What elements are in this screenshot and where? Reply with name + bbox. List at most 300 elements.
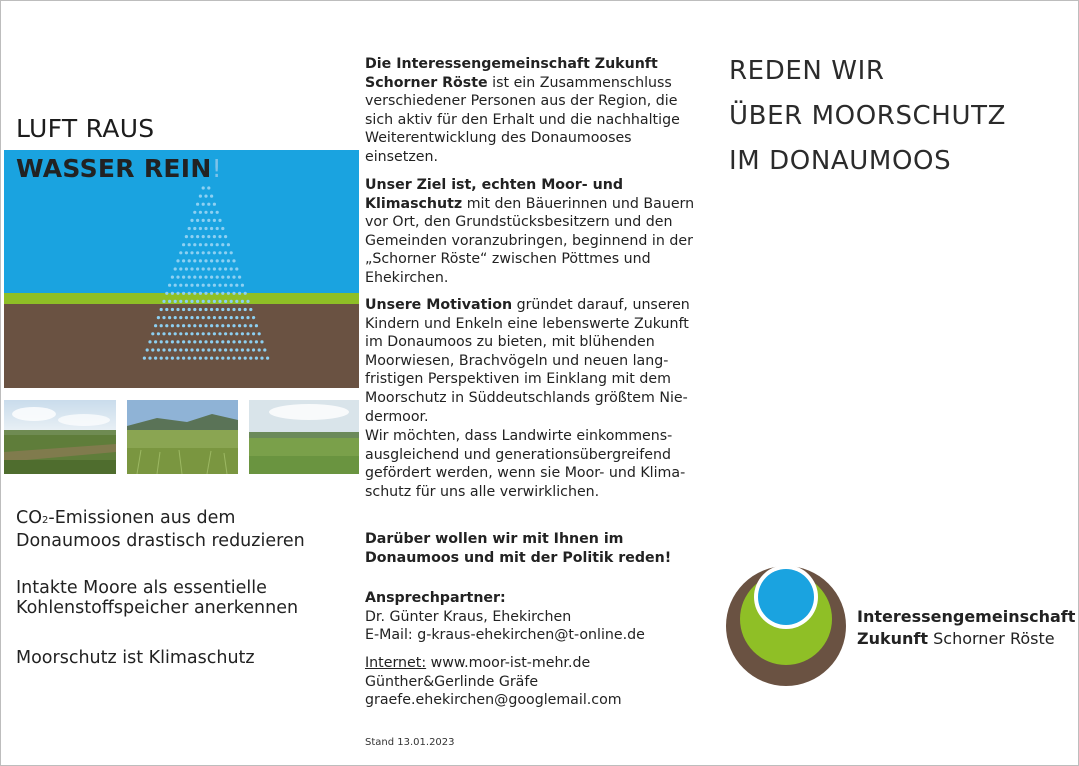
- water-soil-graphic: [4, 150, 359, 388]
- water-dot: [207, 186, 210, 189]
- water-dot: [260, 340, 263, 343]
- water-dot: [244, 324, 247, 327]
- water-dot: [176, 340, 179, 343]
- water-dot: [168, 284, 171, 287]
- water-dot: [196, 348, 199, 351]
- water-dot: [171, 308, 174, 311]
- internet-block: [365, 654, 705, 710]
- water-dot: [227, 243, 230, 246]
- water-dot: [202, 348, 205, 351]
- water-dot: [193, 243, 196, 246]
- water-dot: [216, 357, 219, 360]
- water-dot: [190, 332, 193, 335]
- water-dot: [193, 308, 196, 311]
- water-dot: [179, 332, 182, 335]
- water-dot: [143, 357, 146, 360]
- water-dot: [171, 357, 174, 360]
- water-dot: [199, 324, 202, 327]
- water-dot: [216, 292, 219, 295]
- water-dot: [179, 348, 182, 351]
- water-dot: [213, 284, 216, 287]
- water-dot: [204, 227, 207, 230]
- water-dot: [179, 316, 182, 319]
- contact-block: [365, 589, 705, 645]
- water-dot: [196, 267, 199, 270]
- water-dot: [168, 300, 171, 303]
- water-dot: [162, 332, 165, 335]
- water-dot: [196, 203, 199, 206]
- water-dot: [165, 340, 168, 343]
- water-dot: [252, 348, 255, 351]
- water-dot: [185, 348, 188, 351]
- water-dot: [199, 292, 202, 295]
- paragraph-motivation-bold: Unsere Motivation: [365, 297, 513, 313]
- water-dot: [218, 251, 221, 254]
- water-dot: [221, 259, 224, 262]
- water-dot: [232, 324, 235, 327]
- water-dot: [232, 259, 235, 262]
- water-dot: [207, 348, 210, 351]
- water-dot: [227, 292, 230, 295]
- paragraph-intro-text: ist ein Zusammenschluss verschiedener Personen aus der Region, die sich aktiv für den Erhalt und die nachhaltige Weiterentwicklung des Donaumooses einsetzen.: [365, 74, 680, 165]
- water-dot: [224, 235, 227, 238]
- water-dot: [188, 276, 191, 279]
- water-dot: [216, 276, 219, 279]
- water-dot: [196, 251, 199, 254]
- water-dot: [218, 235, 221, 238]
- water-dot: [218, 284, 221, 287]
- water-dot: [207, 316, 210, 319]
- water-dot: [263, 348, 266, 351]
- water-dot: [204, 340, 207, 343]
- water-dot: [171, 292, 174, 295]
- water-dot: [255, 340, 258, 343]
- title-line-2: ÜBER MOORSCHUTZ: [729, 101, 1006, 131]
- water-dot: [176, 292, 179, 295]
- water-dot: [202, 203, 205, 206]
- water-dot: [246, 332, 249, 335]
- water-dot: [182, 276, 185, 279]
- water-dot: [216, 259, 219, 262]
- water-dot: [221, 243, 224, 246]
- water-dot: [204, 259, 207, 262]
- water-dot: [176, 357, 179, 360]
- water-dot: [232, 276, 235, 279]
- water-dot: [160, 324, 163, 327]
- water-dot: [185, 284, 188, 287]
- water-dot: [207, 203, 210, 206]
- water-dot: [182, 357, 185, 360]
- water-dot: [188, 340, 191, 343]
- claim-co2: [16, 508, 305, 551]
- water-dot: [204, 276, 207, 279]
- water-dot: [246, 348, 249, 351]
- water-dot: [232, 308, 235, 311]
- water-dot: [162, 300, 165, 303]
- water-dot: [218, 332, 221, 335]
- paragraph-goal-bold: Unser Ziel ist, echten Moor- und Klimaschutz: [365, 177, 623, 212]
- water-dot: [249, 357, 252, 360]
- water-dot: [210, 292, 213, 295]
- water-dot: [179, 267, 182, 270]
- water-dot: [160, 308, 163, 311]
- water-dot: [235, 316, 238, 319]
- water-dot: [227, 276, 230, 279]
- water-dot: [190, 267, 193, 270]
- water-dot: [221, 357, 224, 360]
- water-dot: [188, 357, 191, 360]
- water-dot: [235, 332, 238, 335]
- water-dot: [210, 195, 213, 198]
- water-dot: [202, 284, 205, 287]
- water-dot: [157, 348, 160, 351]
- water-dot: [241, 300, 244, 303]
- water-dot: [193, 357, 196, 360]
- water-dot: [154, 324, 157, 327]
- water-dot: [207, 300, 210, 303]
- water-dot: [196, 284, 199, 287]
- water-dot: [255, 324, 258, 327]
- paragraph-call-to-talk: Darüber wollen wir mit Ihnen im Donaumoos und mit der Politik reden!: [365, 531, 672, 566]
- water-dot: [216, 308, 219, 311]
- moor-photo-1: [4, 400, 116, 474]
- water-dot: [213, 203, 216, 206]
- water-dot: [207, 235, 210, 238]
- water-dot: [224, 316, 227, 319]
- water-dot: [193, 324, 196, 327]
- water-dot: [232, 340, 235, 343]
- water-dot: [216, 340, 219, 343]
- water-dot: [207, 332, 210, 335]
- water-dot: [196, 332, 199, 335]
- water-dot: [185, 235, 188, 238]
- water-dot: [202, 235, 205, 238]
- water-dot: [199, 195, 202, 198]
- water-dot: [213, 332, 216, 335]
- water-dot: [216, 227, 219, 230]
- water-dot: [199, 308, 202, 311]
- water-dot: [230, 267, 233, 270]
- water-dot: [176, 324, 179, 327]
- water-dot: [196, 316, 199, 319]
- contact2-email[interactable]: graefe.ehekirchen@googlemail.com: [365, 692, 622, 709]
- water-dot: [210, 357, 213, 360]
- water-dot: [174, 267, 177, 270]
- water-dot: [168, 332, 171, 335]
- water-dot: [210, 340, 213, 343]
- water-dot: [154, 357, 157, 360]
- water-dot: [204, 324, 207, 327]
- water-dot: [190, 284, 193, 287]
- water-dot: [199, 227, 202, 230]
- water-dot: [207, 267, 210, 270]
- water-dot: [207, 284, 210, 287]
- water-dot: [154, 340, 157, 343]
- title-line-1: REDEN WIR: [729, 56, 885, 86]
- water-dot: [160, 340, 163, 343]
- water-dot: [213, 316, 216, 319]
- claim-co2-line2: Donaumoos drastisch reduzieren: [16, 531, 305, 551]
- water-dot: [210, 259, 213, 262]
- water-dot: [244, 292, 247, 295]
- paragraph-goal: [365, 176, 705, 288]
- paragraph-intro-bold: Die Interessengemeinschaft Zukunft Schorner Röste: [365, 56, 658, 91]
- water-dot: [160, 357, 163, 360]
- water-dot: [221, 292, 224, 295]
- paragraph-motivation: [365, 296, 705, 426]
- water-dot: [179, 284, 182, 287]
- water-dot: [260, 357, 263, 360]
- water-dot: [238, 276, 241, 279]
- water-dot: [196, 300, 199, 303]
- water-dot: [213, 219, 216, 222]
- water-dot: [221, 340, 224, 343]
- water-dot: [174, 332, 177, 335]
- water-dot: [146, 348, 149, 351]
- water-dot: [235, 300, 238, 303]
- headline-exclamation: !: [211, 154, 222, 183]
- water-dot: [204, 357, 207, 360]
- water-dot: [213, 267, 216, 270]
- water-dot: [238, 308, 241, 311]
- water-dot: [255, 357, 258, 360]
- headline-luft-raus: LUFT RAUS: [16, 114, 155, 143]
- water-dot: [227, 259, 230, 262]
- water-dot: [221, 324, 224, 327]
- water-dot: [179, 251, 182, 254]
- water-dot: [249, 340, 252, 343]
- water-dot: [246, 300, 249, 303]
- water-dot: [185, 300, 188, 303]
- water-dot: [185, 316, 188, 319]
- date-stamp: Stand 13.01.2023: [365, 737, 455, 748]
- water-dot: [202, 267, 205, 270]
- water-dot: [188, 292, 191, 295]
- water-dot: [227, 357, 230, 360]
- water-dot: [157, 316, 160, 319]
- water-dot: [204, 308, 207, 311]
- claim-moore-line1: Intakte Moore als essentielle: [16, 578, 267, 598]
- water-dot: [216, 211, 219, 214]
- water-dot: [218, 348, 221, 351]
- water-dot: [188, 308, 191, 311]
- water-dot: [174, 300, 177, 303]
- water-dot: [210, 308, 213, 311]
- internet-label: Internet:: [365, 655, 427, 671]
- water-dot: [230, 332, 233, 335]
- title-line-3: IM DONAUMOOS: [729, 146, 952, 176]
- paragraph-goal-text: mit den Bäuerinnen und Bauern vor Ort, den Grundstücksbesitzern und den Gemeinden voranzubringen, beginnend in der „Schorner Röste“ zwischen Pöttmes und Ehekirchen.: [365, 195, 695, 286]
- water-dot: [190, 300, 193, 303]
- water-dot: [227, 340, 230, 343]
- water-dot: [171, 340, 174, 343]
- water-dot: [210, 211, 213, 214]
- water-dot: [218, 300, 221, 303]
- contact2-name: Günther&Gerlinde Gräfe: [365, 673, 539, 690]
- water-dot: [216, 324, 219, 327]
- water-dot: [199, 259, 202, 262]
- water-dot: [199, 340, 202, 343]
- water-dot: [199, 211, 202, 214]
- org-name-line2: [857, 628, 1055, 650]
- water-dot: [238, 324, 241, 327]
- claim-co2-prefix: CO: [16, 508, 42, 528]
- claim-co2-rest: -Emissionen aus dem: [48, 508, 236, 528]
- water-dot: [182, 340, 185, 343]
- water-dot: [235, 284, 238, 287]
- water-dot: [252, 332, 255, 335]
- water-dot: [171, 324, 174, 327]
- water-dot: [210, 243, 213, 246]
- water-dot: [151, 332, 154, 335]
- paragraph-motivation-text: gründet darauf, unseren Kindern und Enkeln eine lebenswerte Zukunft im Donaumoos zu bieten, mit blühenden Moorwiesen, Brachvögeln und neuen langfristigen Perspektiven im Einklang mit dem Moorschutz in Süddeutschlands größtem Niedermoor.: [365, 297, 690, 425]
- org-logo-icon: [725, 563, 847, 687]
- water-dot: [199, 276, 202, 279]
- water-dot: [157, 332, 160, 335]
- water-dot: [207, 251, 210, 254]
- water-dot: [230, 284, 233, 287]
- claim-co2-subscript: 2: [42, 515, 49, 526]
- water-dot: [252, 316, 255, 319]
- water-dot: [199, 357, 202, 360]
- water-dot: [227, 308, 230, 311]
- water-dot: [193, 259, 196, 262]
- water-dot: [204, 195, 207, 198]
- water-dot: [221, 308, 224, 311]
- water-dot: [266, 357, 269, 360]
- water-dot: [216, 243, 219, 246]
- water-dot: [193, 211, 196, 214]
- paragraph-wish: Wir möchten, dass Landwirte einkommensausgleichend und generationsübergreifend gefördert werden, wenn sie Moor- und Klimaschutz für uns alle verwirklichen.: [365, 428, 686, 500]
- internet-url[interactable]: www.moor-ist-mehr.de: [426, 655, 591, 671]
- water-dot: [204, 243, 207, 246]
- water-dot: [204, 211, 207, 214]
- water-dot: [218, 267, 221, 270]
- water-dot: [244, 357, 247, 360]
- water-dot: [224, 332, 227, 335]
- water-dot: [174, 284, 177, 287]
- water-dot: [235, 267, 238, 270]
- water-dot: [230, 348, 233, 351]
- org-name-rest: Schorner Röste: [928, 629, 1055, 648]
- water-dot: [202, 332, 205, 335]
- water-dot: [193, 227, 196, 230]
- water-dot: [207, 219, 210, 222]
- water-dot: [182, 324, 185, 327]
- water-dot: [182, 308, 185, 311]
- water-dot: [241, 316, 244, 319]
- water-dot: [224, 284, 227, 287]
- water-dot: [174, 316, 177, 319]
- water-dot: [224, 251, 227, 254]
- water-dot: [188, 259, 191, 262]
- logo-core-circle: [758, 569, 814, 625]
- water-dot: [182, 243, 185, 246]
- moor-photo-2: [127, 400, 238, 474]
- contact-email[interactable]: E-Mail: g-kraus-ehekirchen@t-online.de: [365, 627, 645, 644]
- water-dot: [196, 235, 199, 238]
- water-dot: [193, 340, 196, 343]
- water-dot: [232, 292, 235, 295]
- water-dot: [185, 332, 188, 335]
- water-dot: [210, 324, 213, 327]
- water-dot: [258, 348, 261, 351]
- water-dot: [235, 348, 238, 351]
- water-dot: [190, 316, 193, 319]
- water-dot: [193, 292, 196, 295]
- water-dot: [190, 251, 193, 254]
- water-dot: [165, 308, 168, 311]
- water-dot: [202, 251, 205, 254]
- water-dot: [188, 243, 191, 246]
- water-dot: [148, 340, 151, 343]
- water-dot: [210, 227, 213, 230]
- water-dot: [230, 316, 233, 319]
- water-dot: [202, 219, 205, 222]
- water-dot: [190, 219, 193, 222]
- water-dot: [218, 219, 221, 222]
- water-dot: [185, 251, 188, 254]
- claim-moore: [16, 578, 298, 618]
- water-dot: [151, 348, 154, 351]
- claim-moorschutz: Moorschutz ist Klimaschutz: [16, 648, 255, 668]
- water-dot: [232, 357, 235, 360]
- water-dot: [193, 276, 196, 279]
- water-dot: [190, 348, 193, 351]
- water-dot: [196, 219, 199, 222]
- water-dot: [218, 316, 221, 319]
- water-dot: [148, 357, 151, 360]
- contact-name: Dr. Günter Kraus, Ehekirchen: [365, 608, 572, 625]
- water-dot: [213, 348, 216, 351]
- water-dot: [213, 251, 216, 254]
- water-dot: [238, 292, 241, 295]
- water-dot: [176, 259, 179, 262]
- water-dot: [182, 292, 185, 295]
- water-dot: [249, 308, 252, 311]
- headline-wasser-rein-text: WASSER REIN: [16, 154, 212, 183]
- water-dot: [241, 332, 244, 335]
- water-dot: [241, 284, 244, 287]
- water-dot: [230, 251, 233, 254]
- water-dot: [190, 235, 193, 238]
- org-name-bold: Zukunft: [857, 629, 929, 648]
- water-dot: [244, 340, 247, 343]
- org-name-line1: Interessengemeinschaft: [857, 607, 1076, 626]
- water-dot: [213, 300, 216, 303]
- water-dot: [168, 316, 171, 319]
- water-dot: [244, 308, 247, 311]
- water-dot: [238, 340, 241, 343]
- water-dot: [202, 316, 205, 319]
- water-dot: [221, 276, 224, 279]
- contact-heading: Ansprechpartner:: [365, 590, 506, 606]
- water-dot: [224, 348, 227, 351]
- water-dot: [238, 357, 241, 360]
- water-dot: [221, 227, 224, 230]
- water-dot: [204, 292, 207, 295]
- water-dot: [171, 276, 174, 279]
- water-dot: [188, 227, 191, 230]
- claim-moore-line2: Kohlenstoffspeicher anerkennen: [16, 598, 299, 618]
- water-dot: [176, 276, 179, 279]
- water-dot: [185, 267, 188, 270]
- headline-wasser-rein: [16, 154, 222, 183]
- water-dot: [199, 243, 202, 246]
- water-dot: [168, 348, 171, 351]
- paragraph-intro: [365, 55, 705, 167]
- water-dot: [230, 300, 233, 303]
